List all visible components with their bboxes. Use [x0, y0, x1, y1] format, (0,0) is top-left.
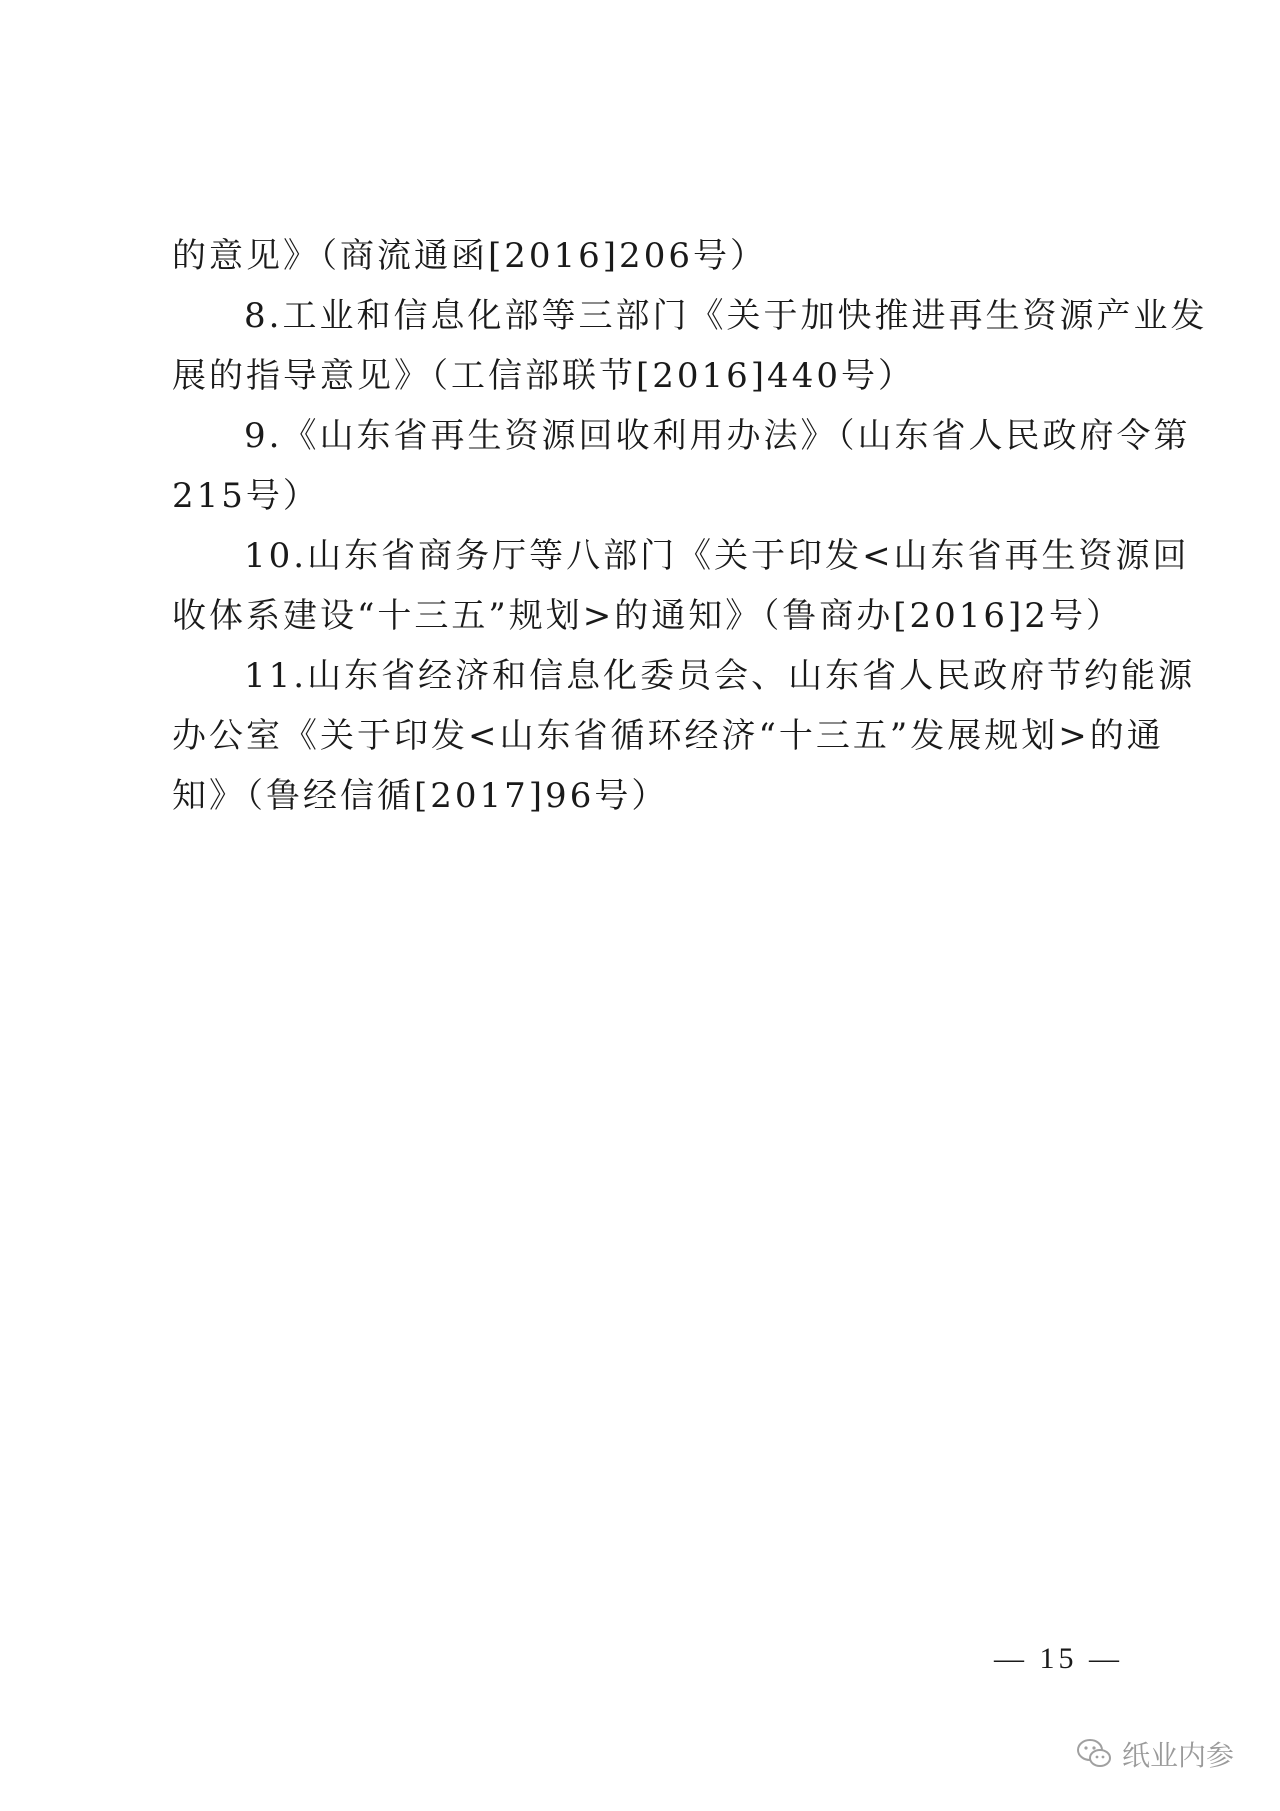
page-number: — 15 —: [994, 1642, 1123, 1675]
list-item-9-line-1: 9.《山东省再生资源回收利用办法》（山东省人民政府令第: [244, 416, 1191, 456]
document-body: [172, 226, 1208, 826]
watermark: [1076, 1734, 1234, 1774]
list-item-8-line-2: 展的指导意见》（工信部联节[2016]440号）: [172, 356, 915, 396]
list-item-11-line-1: 11.山东省经济和信息化委员会、山东省人民政府节约能源: [244, 656, 1196, 696]
list-item-8-line-1: 8.工业和信息化部等三部门《关于加快推进再生资源产业发: [244, 296, 1208, 336]
list-item-10-line-2: 收体系建设“十三五”规划>的通知》（鲁商办[2016]2号）: [172, 596, 1123, 636]
watermark-text: 纸业内参: [1122, 1739, 1235, 1772]
list-item-10-line-1: 10.山东省商务厅等八部门《关于印发<山东省再生资源回: [244, 536, 1190, 576]
list-item-11-line-3: 知》（鲁经信循[2017]96号）: [172, 776, 669, 816]
wechat-icon: [1076, 1738, 1112, 1770]
list-item-9-line-2: 215号）: [172, 476, 320, 516]
text-line: 的意见》（商流通函[2016]206号）: [172, 236, 767, 276]
list-item-11-line-2: 办公室《关于印发<山东省循环经济“十三五”发展规划>的通: [172, 716, 1164, 756]
